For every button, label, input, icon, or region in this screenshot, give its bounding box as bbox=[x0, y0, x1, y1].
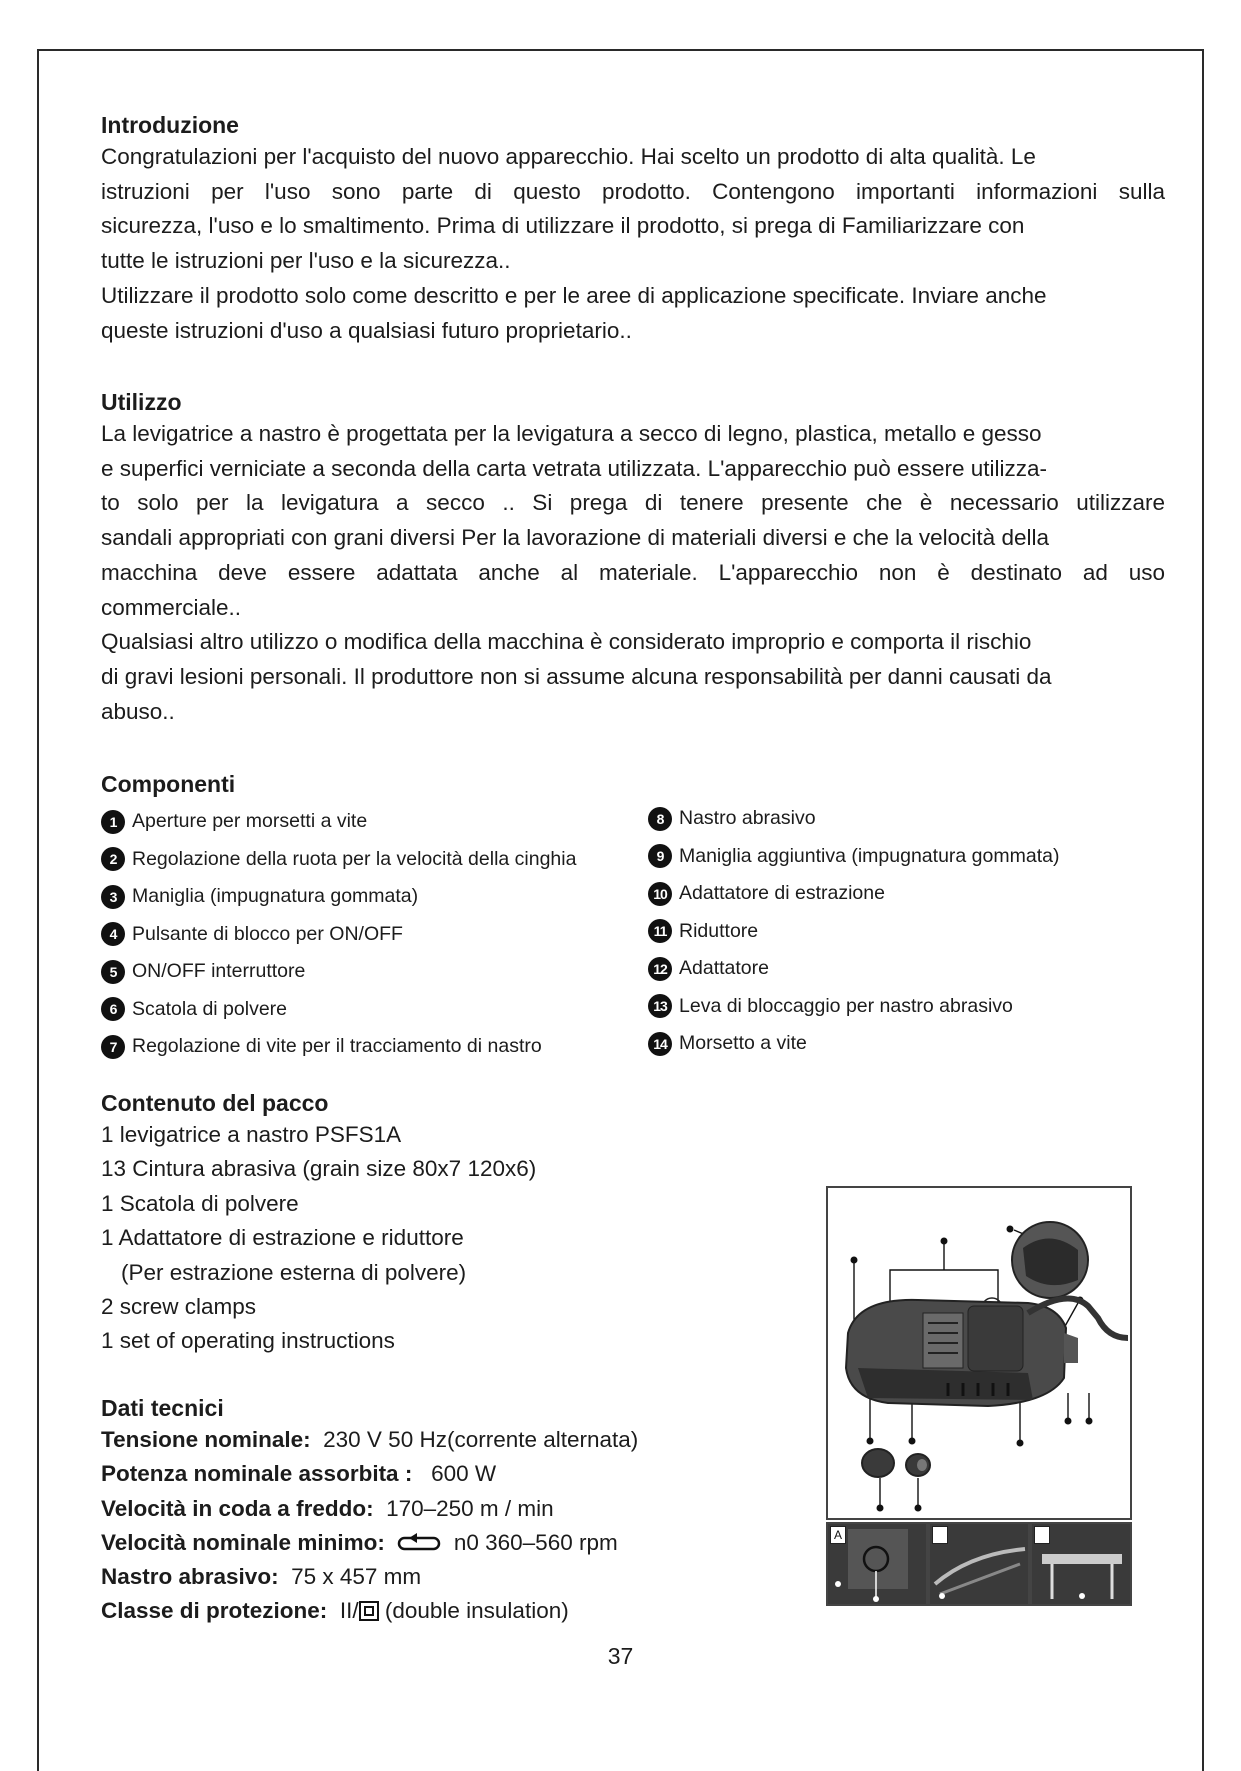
number-badge: 10 bbox=[648, 882, 672, 906]
tech-row bbox=[101, 1560, 801, 1594]
usage-line: Qualsiasi altro utilizzo o modifica della macchina è considerato improprio e comporta il rischio bbox=[101, 629, 1032, 655]
component-label: Regolazione di vite per il tracciamento di nastro bbox=[132, 1035, 542, 1058]
rotation-speed-icon bbox=[397, 1532, 441, 1552]
usage-line: La levigatrice a nastro è progettata per la levigatura a secco di legno, plastica, metallo e gesso bbox=[101, 421, 1042, 446]
number-badge: 2 bbox=[101, 847, 125, 871]
package-item: 1 levigatrice a nastro PSFS1A bbox=[101, 1122, 402, 1147]
component-label: Maniglia (impugnatura gommata) bbox=[132, 885, 419, 908]
component-label: Adattatore bbox=[679, 957, 769, 980]
usage-line: commerciale.. bbox=[101, 594, 242, 620]
list-item bbox=[101, 878, 576, 916]
list-item bbox=[648, 1025, 1059, 1063]
components-heading: Componenti bbox=[101, 771, 236, 797]
list-item bbox=[648, 913, 1059, 951]
tech-value: 230 V 50 Hz(corrente alternata) bbox=[323, 1427, 639, 1452]
component-label: ON/OFF interruttore bbox=[132, 960, 306, 983]
package-item: 13 Cintura abrasiva (grain size 80x7 120x6) bbox=[101, 1156, 537, 1182]
component-label: Riduttore bbox=[679, 919, 759, 942]
usage-line: sandali appropriati con grani diversi Per la lavorazione di materiali diversi e che la velocità della bbox=[101, 525, 1049, 551]
belt-sander-illustration bbox=[828, 1188, 1130, 1518]
tech-value: 600 W bbox=[431, 1461, 497, 1487]
tech-value: (double insulation) bbox=[384, 1598, 569, 1624]
component-label: Morsetto a vite bbox=[679, 1032, 807, 1055]
components-list-right bbox=[648, 800, 1059, 1063]
list-item bbox=[101, 803, 576, 841]
intro-line: tutte le istruzioni per l'uso e la sicurezza.. bbox=[101, 248, 511, 274]
list-item bbox=[101, 1028, 576, 1066]
belt-sander-figure bbox=[826, 1186, 1132, 1520]
tech-heading: Dati tecnici bbox=[101, 1395, 224, 1421]
tech-value: n0 360–560 rpm bbox=[453, 1529, 618, 1555]
tech-label: Tensione nominale: bbox=[101, 1427, 311, 1452]
number-badge: 3 bbox=[101, 885, 125, 909]
tech-row bbox=[101, 1594, 801, 1628]
number-badge: 4 bbox=[101, 922, 125, 946]
tech-value: 75 x 457 mm bbox=[291, 1564, 422, 1590]
tech-value: 170–250 m / min bbox=[386, 1495, 554, 1521]
intro-line: sicurezza, l'uso e lo smaltimento. Prima di utilizzare il prodotto, si prega di Familiarizzare con bbox=[101, 213, 1025, 239]
component-label: Nastro abrasivo bbox=[679, 807, 816, 830]
number-badge: 11 bbox=[648, 919, 672, 943]
double-insulation-icon bbox=[359, 1601, 379, 1621]
detail-photo-c bbox=[1030, 1522, 1132, 1606]
package-section bbox=[101, 1088, 801, 1359]
tech-row bbox=[101, 1457, 801, 1491]
usage-line: di gravi lesioni personali. Il produttore non si assume alcuna responsabilità per danni causati da bbox=[101, 663, 1052, 689]
list-item bbox=[648, 950, 1059, 988]
list-item bbox=[648, 988, 1059, 1026]
number-badge: 6 bbox=[101, 997, 125, 1021]
number-badge: 12 bbox=[648, 957, 672, 981]
tech-label: Velocità nominale minimo: bbox=[101, 1529, 385, 1555]
tech-section bbox=[101, 1393, 801, 1629]
component-label: Maniglia aggiuntiva (impugnatura gommata) bbox=[679, 844, 1060, 867]
component-label: Scatola di polvere bbox=[132, 997, 288, 1020]
usage-heading: Utilizzo bbox=[101, 389, 182, 415]
intro-line: Utilizzare il prodotto solo come descritto e per le aree di applicazione specificate. Inviare anche bbox=[101, 282, 1047, 308]
package-item: 1 set of operating instructions bbox=[101, 1328, 395, 1354]
component-label: Pulsante di blocco per ON/OFF bbox=[132, 922, 403, 945]
package-item: 2 screw clamps bbox=[101, 1294, 257, 1320]
intro-section bbox=[101, 110, 1165, 348]
component-label: Aperture per morsetti a vite bbox=[132, 810, 368, 833]
components-section bbox=[101, 769, 1165, 799]
tech-label: Velocità in coda a freddo: bbox=[101, 1495, 374, 1521]
usage-line: abuso.. bbox=[101, 698, 175, 724]
usage-line: macchina deve essere adattata anche al materiale. L'apparecchio non è destinato ad uso bbox=[101, 559, 1165, 585]
detail-photo-b bbox=[928, 1522, 1030, 1606]
page-number: 37 bbox=[607, 1643, 634, 1669]
tech-label: Nastro abrasivo: bbox=[101, 1564, 279, 1590]
thumb-letter: A bbox=[830, 1526, 846, 1544]
intro-line: istruzioni per l'uso sono parte di questo prodotto. Contengono importanti informazioni sulla bbox=[101, 178, 1165, 204]
package-item: (Per estrazione esterna di polvere) bbox=[121, 1259, 467, 1285]
components-list-left bbox=[101, 803, 576, 1066]
tech-row bbox=[101, 1423, 801, 1457]
thumb-checkbox-icon bbox=[932, 1526, 948, 1544]
tech-label: Potenza nominale assorbita : bbox=[101, 1461, 413, 1487]
package-item: 1 Scatola di polvere bbox=[101, 1190, 299, 1216]
list-item bbox=[101, 841, 576, 879]
number-badge: 9 bbox=[648, 844, 672, 868]
list-item bbox=[101, 953, 576, 991]
component-label: Regolazione della ruota per la velocità della cinghia bbox=[132, 847, 577, 870]
list-item bbox=[648, 800, 1059, 838]
component-label: Leva di bloccaggio per nastro abrasivo bbox=[679, 994, 1013, 1017]
component-label: Adattatore di estrazione bbox=[679, 882, 885, 905]
list-item bbox=[101, 916, 576, 954]
intro-line: queste istruzioni d'uso a qualsiasi futuro proprietario.. bbox=[101, 317, 632, 343]
tech-label: Classe di protezione: bbox=[101, 1598, 328, 1624]
package-item: 1 Adattatore di estrazione e riduttore bbox=[101, 1225, 464, 1251]
intro-heading: Introduzione bbox=[101, 112, 239, 138]
number-badge: 5 bbox=[101, 960, 125, 984]
number-badge: 8 bbox=[648, 807, 672, 831]
detail-photo-a bbox=[826, 1522, 928, 1606]
number-badge: 14 bbox=[648, 1032, 672, 1056]
list-item bbox=[648, 875, 1059, 913]
intro-line: Congratulazioni per l'acquisto del nuovo apparecchio. Hai scelto un prodotto di alta qualità. Le bbox=[101, 144, 1036, 169]
tech-row bbox=[101, 1492, 801, 1526]
usage-line: e superfici verniciate a seconda della carta vetrata utilizzata. L'apparecchio può essere utilizza- bbox=[101, 455, 1048, 481]
usage-line: to solo per la levigatura a secco .. Si prega di tenere presente che è necessario utilizzare bbox=[101, 490, 1165, 516]
number-badge: 7 bbox=[101, 1035, 125, 1059]
list-item bbox=[648, 838, 1059, 876]
number-badge: 1 bbox=[101, 810, 125, 834]
thumb-checkbox-icon bbox=[1034, 1526, 1050, 1544]
list-item bbox=[101, 991, 576, 1029]
tech-value: II/ bbox=[339, 1598, 359, 1624]
tech-row bbox=[101, 1526, 801, 1560]
package-heading: Contenuto del pacco bbox=[101, 1090, 329, 1116]
usage-section bbox=[101, 387, 1165, 729]
number-badge: 13 bbox=[648, 994, 672, 1018]
